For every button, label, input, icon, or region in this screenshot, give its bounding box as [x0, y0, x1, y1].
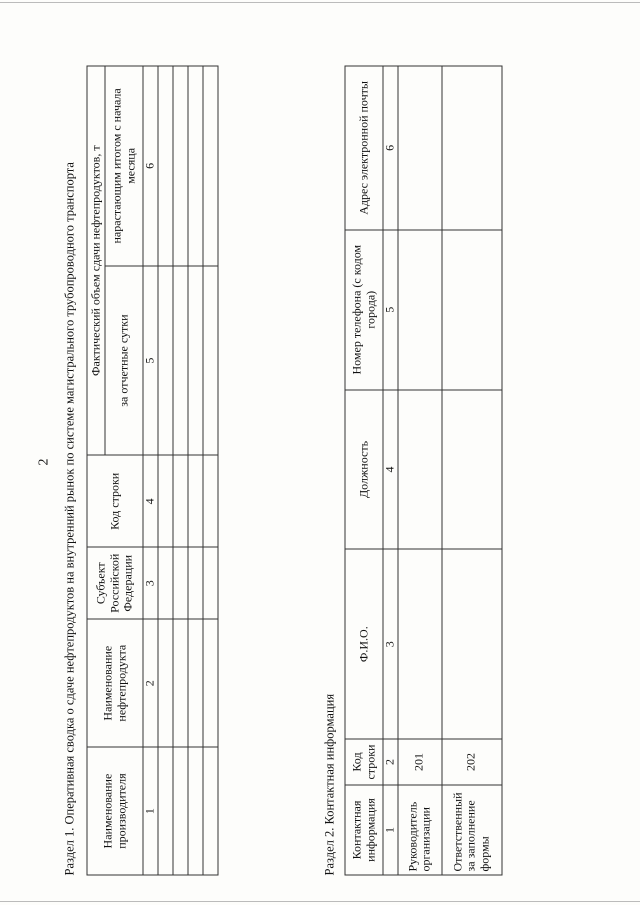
s2-num-4: 4	[383, 389, 398, 549]
s1-cell[interactable]	[172, 265, 187, 455]
s2-header-email: Адрес электронной почты	[345, 66, 383, 230]
s2-header-phone: Номер телефона (с кодом города)	[345, 229, 383, 389]
s2-cell[interactable]	[441, 66, 501, 230]
s1-header-producer: Наименование производителя	[87, 747, 143, 875]
s1-cell[interactable]	[157, 619, 172, 747]
section2-title: Раздел 2. Контактная информация	[322, 693, 336, 875]
s1-num-1: 1	[143, 747, 158, 875]
s1-header-region: Субъект Российской Федерации	[87, 547, 143, 619]
s2-header-contact: Контактная информация	[345, 785, 383, 875]
s1-cell[interactable]	[187, 619, 202, 747]
s2-cell[interactable]	[397, 549, 441, 739]
s1-number-row	[143, 66, 158, 875]
s2-row-label: Руководитель организации	[397, 785, 441, 875]
s1-header-daily: за отчетные сутки	[105, 265, 143, 455]
s2-num-5: 5	[383, 229, 398, 389]
s1-cell[interactable]	[172, 547, 187, 619]
s2-cell[interactable]	[441, 229, 501, 389]
s1-num-2: 2	[143, 619, 158, 747]
s1-header-cumulative: нарастающим итогом с начала месяца	[105, 66, 143, 266]
s2-cell[interactable]	[397, 66, 441, 230]
s1-cell[interactable]	[187, 66, 202, 266]
s1-num-4: 4	[143, 455, 158, 547]
s1-header-row-code: Код строки	[87, 455, 143, 547]
section1-title: Раздел 1. Оперативная сводка о сдаче нефтепродуктов на внутренний рынок по системе магистрального трубопроводного транспорта	[62, 161, 76, 875]
s1-cell[interactable]	[157, 547, 172, 619]
s1-empty-row	[157, 66, 172, 875]
s2-cell[interactable]	[397, 389, 441, 549]
s2-row-code: 201	[397, 739, 441, 785]
s2-row-label: Ответственный за заполнение формы	[441, 785, 501, 875]
s2-num-1: 1	[383, 785, 398, 875]
s1-cell[interactable]	[202, 455, 217, 547]
s2-header-position: Должность	[345, 389, 383, 549]
page-number: 2	[36, 458, 51, 465]
s2-num-6: 6	[383, 66, 398, 230]
s1-cell[interactable]	[172, 619, 187, 747]
s1-empty-row	[202, 66, 217, 875]
s1-cell[interactable]	[202, 265, 217, 455]
s1-cell[interactable]	[187, 265, 202, 455]
s1-cell[interactable]	[157, 747, 172, 875]
s1-cell[interactable]	[202, 547, 217, 619]
s1-cell[interactable]	[172, 455, 187, 547]
s1-cell[interactable]	[202, 66, 217, 266]
s2-cell[interactable]	[397, 229, 441, 389]
s2-num-2: 2	[383, 739, 398, 785]
s2-cell[interactable]	[441, 549, 501, 739]
s1-cell[interactable]	[202, 619, 217, 747]
s1-empty-row	[172, 66, 187, 875]
s2-num-3: 3	[383, 549, 398, 739]
section1-table	[86, 65, 218, 875]
s1-header-product: Наименование нефтепродукта	[87, 619, 143, 747]
s1-header-volume-group: Фактический объем сдачи нефтепродуктов, т	[87, 66, 105, 455]
s2-row-head	[397, 66, 441, 875]
s1-cell[interactable]	[157, 455, 172, 547]
section2-table	[344, 65, 502, 875]
s1-cell[interactable]	[157, 265, 172, 455]
s1-cell[interactable]	[157, 66, 172, 266]
s2-row-code: 202	[441, 739, 501, 785]
s1-num-3: 3	[143, 547, 158, 619]
s1-cell[interactable]	[172, 66, 187, 266]
s1-empty-row	[187, 66, 202, 875]
s2-row-responsible	[441, 66, 501, 875]
s1-cell[interactable]	[187, 455, 202, 547]
s1-num-6: 6	[143, 66, 158, 266]
s1-cell[interactable]	[202, 747, 217, 875]
s2-header-row-code: Код строки	[345, 739, 383, 785]
s1-cell[interactable]	[187, 547, 202, 619]
s2-cell[interactable]	[441, 389, 501, 549]
s1-num-5: 5	[143, 265, 158, 455]
s2-number-row	[383, 66, 398, 875]
s1-cell[interactable]	[172, 747, 187, 875]
s1-cell[interactable]	[187, 747, 202, 875]
s2-header-fio: Ф.И.О.	[345, 549, 383, 739]
